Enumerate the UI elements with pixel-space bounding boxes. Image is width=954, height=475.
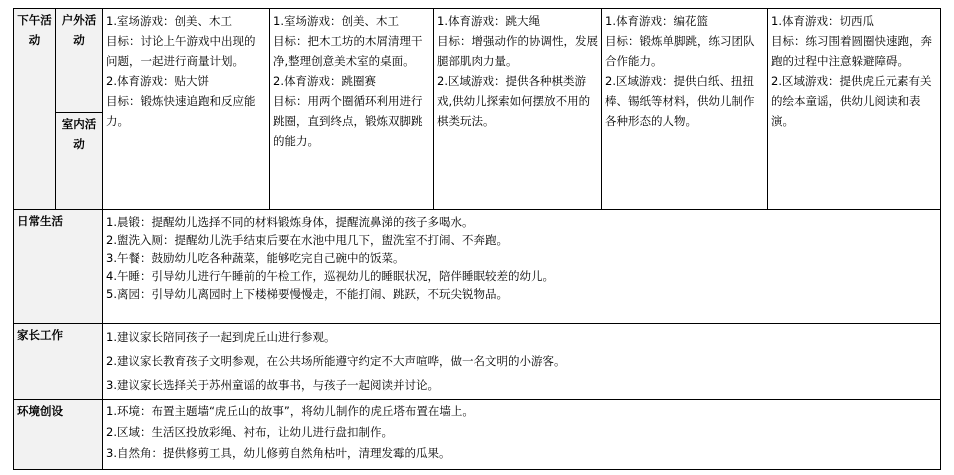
daily-life-content [103,210,941,324]
environment-item-2: 2.区域：生活区投放彩绳、衬布，让幼儿进行盘扣制作。 [106,425,393,439]
day5-item-2: 目标：练习围着圆圈快速跑，奔跑的过程中注意躲避障碍。 [771,34,932,68]
daily-item-5: 5.离园：引导幼儿离园时上下楼梯要慢慢走，不能打闹、跳跃，不玩尖锐物品。 [106,287,508,301]
day2-item-4: 目标：用两个圈循环利用进行跳圈，直到终点，锻炼双脚跳的能力。 [273,94,423,148]
parents-item-1: 1.建议家长陪同孩子一起到虎丘山进行参观。 [106,330,336,344]
day3-item-2: 目标：增强动作的协调性，发展腿部肌肉力量。 [437,34,598,68]
day-cell-4 [602,9,768,210]
weekly-plan-table [13,8,941,470]
daily-item-1: 1.晨锻：提醒幼儿选择不同的材料锻炼身体，提醒流鼻涕的孩子多喝水。 [106,215,474,229]
day3-item-3: 2.区域游戏：提供各种棋类游戏,供幼儿探索如何摆放不用的棋类玩法。 [437,74,591,128]
day-cell-3 [434,9,602,210]
daily-life-row [14,210,941,324]
afternoon-outdoor-row [14,9,941,113]
day5-item-1: 1.体育游戏：切西瓜 [771,14,874,28]
daily-item-3: 3.午餐：鼓励幼儿吃各种蔬菜，能够吃完自己碗中的饭菜。 [106,251,405,265]
parents-item-2: 2.建议家长教育孩子文明参观，在公共场所能遵守约定不大声喧哗，做一名文明的小游客。 [106,354,566,368]
daily-life-label: 日常生活 [14,210,103,324]
parents-item-3: 3.建议家长选择关于苏州童谣的故事书，与孩子一起阅读并讨论。 [106,378,439,392]
day2-item-3: 2.体育游戏：跳圈赛 [273,74,376,88]
parents-row [14,324,941,400]
day4-item-1: 1.体育游戏：编花篮 [605,14,708,28]
environment-item-1: 1.环境：布置主题墙“虎丘山的故事”，将幼儿制作的虎丘塔布置在墙上。 [106,404,474,418]
outdoor-label: 户外活动 [56,9,103,113]
day3-item-1: 1.体育游戏：跳大绳 [437,14,540,28]
daily-item-2: 2.盥洗入厕：提醒幼儿洗手结束后要在水池中甩几下，盥洗室不打闹、不奔跑。 [106,233,508,247]
afternoon-label: 下午活动 [14,9,56,210]
day5-item-3: 2.区域游戏：提供虎丘元素有关的绘本童谣，供幼儿阅读和表演。 [771,74,932,128]
environment-row [14,400,941,470]
day2-item-1: 1.室场游戏：创美、木工 [273,14,399,28]
day1-item-2: 目标：讨论上午游戏中出现的问题，一起进行商量计划。 [106,34,256,68]
indoor-label: 室内活动 [56,113,103,210]
day-cell-1 [103,9,270,210]
day1-item-1: 1.室场游戏：创美、木工 [106,14,232,28]
day4-item-3: 2.区域游戏：提供白纸、扭扭棒、锡纸等材料，供幼儿制作各种形态的人物。 [605,74,755,128]
environment-item-3: 3.自然角：提供修剪工具，幼儿修剪自然角枯叶，清理发霉的瓜果。 [106,446,451,460]
environment-content [103,400,941,470]
day1-item-4: 目标：锻炼快速追跑和反应能力。 [106,94,256,128]
parents-label: 家长工作 [14,324,103,400]
day-cell-5 [768,9,941,210]
day4-item-2: 目标：锻炼单脚跳，练习团队合作能力。 [605,34,755,68]
daily-item-4: 4.午睡：引导幼儿进行午睡前的午检工作，巡视幼儿的睡眠状况，陪伴睡眠较差的幼儿。 [106,269,554,283]
day1-item-3: 2.体育游戏：贴大饼 [106,74,209,88]
parents-content [103,324,941,400]
day-cell-2 [270,9,434,210]
day2-item-2: 目标：把木工坊的木屑清理干净,整理创意美术室的桌面。 [273,34,423,68]
environment-label: 环境创设 [14,400,103,470]
